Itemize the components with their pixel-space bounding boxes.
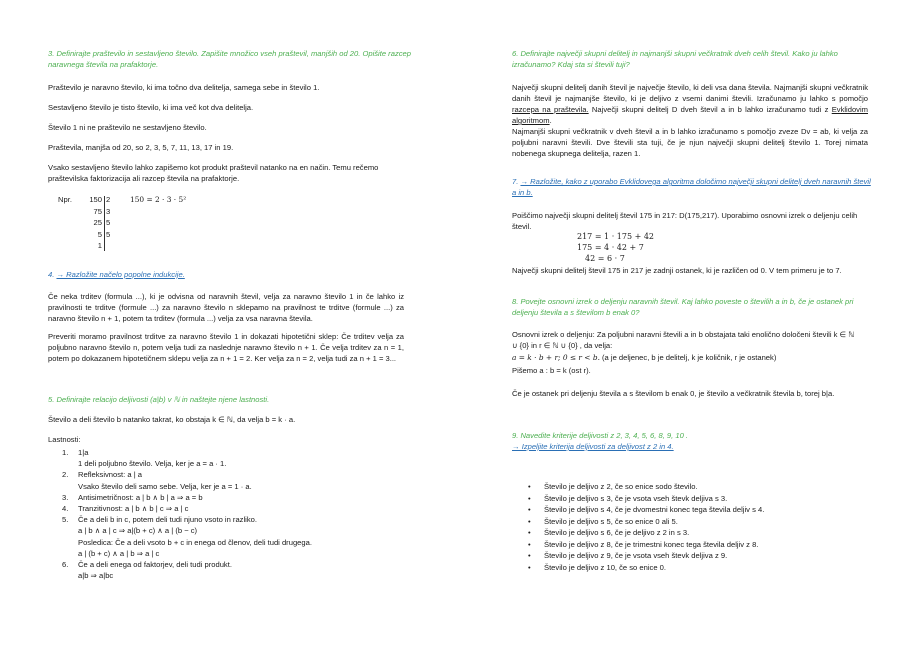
prime-factorization-table <box>58 194 238 256</box>
property-line: Posledica: Če a deli vsoto b + c in enega od členov, deli tudi drugega. <box>78 537 312 547</box>
question-5-title: 5. Definirajte relacijo deljivosti (a|b) v ℕ in naštejte njene lastnosti. <box>48 395 270 404</box>
property-line: 1|a <box>78 448 89 457</box>
bullet-icon: • <box>528 551 531 560</box>
property-number: 2. <box>62 470 69 480</box>
property-number: 3. <box>62 492 69 502</box>
question-6-title: 6. Definirajte največji skupni delitelj in najmanjši skupni večkratnik dveh celih števil. Kako ju lahko izračunamo? Kdaj sta si števili tuji? <box>512 49 838 69</box>
division-theorem-legend: (a je deljenec, b je delitelj, k je količnik, r je ostanek) <box>599 353 777 362</box>
criterion-item <box>526 493 866 505</box>
q6-text: Največji skupni delitelj D dveh števil a in b lahko izračunamo tudi z <box>588 105 832 114</box>
question-8-title: 8. Povejte osnovni izrek o deljenju naravnih števil. Kaj lahko poveste o številih a in b, če je ostanek pri deljenju števila a s številom b enak 0? <box>512 297 854 317</box>
euclid-equation: 175 = 4 · 42 + 7 <box>577 243 644 252</box>
q6-paragraph-1 <box>512 82 868 126</box>
q6-text: . <box>549 116 552 125</box>
q4-paragraph-1: Če neka trditev (formula ...), ki je odvisna od naravnih števil, velja za naravno število 1 in če lahko iz pravilnosti te trditve (formule ...) za naravno število n sklepamo na pravilnost te trditve (formule ...) za naravno število n + 1, potem ta trditev (formula ...) velja za vsa naravna števila. <box>48 292 404 323</box>
question-9-subtitle <box>512 441 872 452</box>
bullet-icon: • <box>528 493 531 503</box>
q8-paragraph-3: Pišemo a : b = k (ost r). <box>512 366 591 375</box>
property-number: 4. <box>62 504 69 514</box>
property-line: a | b ∧ a | c ⇒ a|(b + c) ∧ a | (b − c) <box>78 526 198 536</box>
factor-divisor: 5 <box>106 229 111 239</box>
bullet-icon: • <box>528 505 531 514</box>
criterion-text: Število je deljivo s 6, če je deljivo z 2 in s 3. <box>544 528 690 537</box>
factor-number: 5 <box>97 229 102 239</box>
factor-divisor: 5 <box>106 218 111 227</box>
q4-paragraph-2: Preveriti moramo pravilnost trditve za naravno število 1 in dokazati hipotetični sklep: Če trditev velja za poljubno naravno število n, potem velja tudi za naslednje naravno število n + 1. Če velja trditev za n = 1, potem po dokazanem hipotetičnem sklepu velja za n + 1 = 2. Ker velja za n = 2, velja tudi za n + 1 = 3... <box>48 332 404 363</box>
property-number: 1. <box>62 448 69 457</box>
q8-paragraph-4: Če je ostanek pri deljenju števila a s številom b enak 0, je število a večkratnik števila b, torej b|a. <box>512 389 835 398</box>
criterion-item <box>526 516 866 528</box>
q3-paragraph-5: Vsako sestavljeno število lahko zapišemo kot produkt praštevil natanko na en način. Temu rečemo praštevilska faktorizacija ali razcep števila na prafaktorje. <box>48 163 379 183</box>
criterion-item <box>526 550 866 562</box>
question-7-title <box>512 176 872 198</box>
property-line: 1 deli poljubno število. Velja, ker je a = a · 1. <box>78 459 227 469</box>
q7-paragraph-1: Poiščimo največji skupni delitelj števil 175 in 217: D(175,217). Uporabimo osnovni izrek o deljenju celih števil. <box>512 211 858 231</box>
factor-result-equation: 150 = 2 · 3 · 5² <box>130 195 187 204</box>
bullet-icon: • <box>528 516 531 526</box>
property-number: 5. <box>62 515 69 525</box>
question-9-link[interactable]: → Izpeljite kriterija deljivosti za deljivost z 2 in 4. <box>512 442 674 451</box>
q3-paragraph-3: Število 1 ni ne praštevilo ne sestavljeno število. <box>48 123 207 132</box>
divisibility-criteria-list <box>526 481 866 573</box>
property-item <box>62 503 402 514</box>
property-item <box>62 514 402 559</box>
bullet-icon: • <box>528 539 531 549</box>
property-line: Tranzitivnost: a | b ∧ b | c ⇒ a | c <box>78 504 189 514</box>
criterion-item <box>526 504 866 516</box>
bullet-icon: • <box>528 528 531 537</box>
factor-example-label: Npr. <box>58 195 72 204</box>
factor-number: 150 <box>89 195 102 204</box>
criterion-text: Število je deljivo z 10, če so enice 0. <box>544 562 666 572</box>
factor-number: 1 <box>97 241 102 250</box>
question-7-link[interactable]: → Razložite, kako z uporabo Evklidovega algoritma določimo največji skupni delitelj dveh naravnih števil a in b. <box>512 177 871 197</box>
property-item <box>62 492 402 503</box>
q8-paragraph-1: Osnovni izrek o deljenju: Za poljubni naravni števili a in b obstajata taki enolično določeni števili k ∈ ℕ ∪ {0} in r ∈ ℕ ∪ {0} , da velja: <box>512 330 855 350</box>
question-4-number: 4. <box>48 270 55 279</box>
criterion-item <box>526 481 866 493</box>
property-line: Vsako število deli samo sebe. Velja, ker je a = 1 · a. <box>78 481 252 491</box>
left-page <box>0 0 459 652</box>
question-9-title: 9. Navedite kriterije deljivosti z 2, 3, 4, 5, 6, 8, 9, 10 . <box>512 431 689 440</box>
euclidean-algorithm-link[interactable]: Evklidovim algoritmom <box>512 105 868 125</box>
criterion-text: Število je deljivo z 8, če je trimestni konec tega števila deljiv z 8. <box>544 539 759 549</box>
q3-paragraph-1: Praštevilo je naravno število, ki ima točno dva delitelja, samega sebe in število 1. <box>48 83 320 92</box>
criterion-item <box>526 527 866 539</box>
division-theorem-formula: a = k · b + r; 0 ≤ r < b. <box>512 353 600 362</box>
q6-text: Največji skupni delitelj danih števil je največje število, ki deli vsa dana števila. Najmanjši skupni večkratnik danih števil je najmanjše število, ki je deljivo z vsemi danimi števili. Izračunamo ju lahko s pomočjo <box>512 83 868 103</box>
criterion-text: Število je deljivo s 3, če je vsota vseh števk deljiva s 3. <box>544 493 728 503</box>
criterion-text: Število je deljivo s 5, če so enice 0 ali 5. <box>544 516 678 526</box>
property-line: Če a deli enega od faktorjev, deli tudi produkt. <box>78 560 232 570</box>
q5-paragraph-1: Število a deli število b natanko takrat, ko obstaja k ∈ ℕ, da velja b = k · a. <box>48 415 296 424</box>
factor-divisor: 3 <box>106 206 111 216</box>
question-3-title: 3. Definirajte praštevilo in sestavljeno število. Zapišite množico vseh praštevil, manjših od 20. Opišite razcep naravnega števila na prafaktorje. <box>48 49 411 69</box>
criterion-item <box>526 562 866 574</box>
properties-label: Lastnosti: <box>48 435 81 444</box>
criterion-text: Število je deljivo s 4, če je dvomestni konec tega števila deljiv s 4. <box>544 505 765 514</box>
question-7-number: 7. <box>512 177 519 186</box>
property-line: a|b ⇒ a|bc <box>78 571 114 581</box>
bullet-icon: • <box>528 482 531 491</box>
criterion-item <box>526 539 866 551</box>
q8-paragraph-2 <box>512 352 892 363</box>
question-4-title <box>48 269 428 280</box>
factor-number: 25 <box>93 218 102 227</box>
q6-paragraph-2: Najmanjši skupni večkratnik v dveh števil a in b lahko izračunamo s pomočjo zveze Dv = ab, ki velja za poljubni naravni števili. Dve števili sta tuji, če je njun največji skupni delitelj število 1. Torej nimata nobenega skupnega delitelja, razen 1. <box>512 127 868 158</box>
euclid-equation: 42 = 6 · 7 <box>585 254 625 263</box>
question-4-link[interactable]: → Razložite načelo popolne indukcije. <box>56 270 185 279</box>
q7-paragraph-2: Največji skupni delitelj števil 175 in 217 je zadnji ostanek, ki je različen od 0. V tem primeru je to 7. <box>512 266 842 275</box>
euclid-equation: 217 = 1 · 175 + 42 <box>577 232 655 241</box>
property-line: Refleksivnost: a | a <box>78 470 143 480</box>
criterion-text: Število je deljivo z 2, če so enice sodo število. <box>544 482 698 491</box>
right-page <box>460 0 919 652</box>
property-item <box>62 469 402 491</box>
property-line: Če a deli b in c, potem deli tudi njuno vsoto in razliko. <box>78 515 257 525</box>
property-number: 6. <box>62 560 69 570</box>
q3-paragraph-2: Sestavljeno število je tisto število, ki ima več kot dva delitelja. <box>48 103 254 112</box>
property-line: Antisimetričnost: a | b ∧ b | a ⇒ a = b <box>78 492 203 502</box>
factor-divisor: 2 <box>106 195 111 204</box>
divisibility-properties-list <box>62 447 402 581</box>
factor-number: 75 <box>93 206 102 216</box>
criterion-text: Število je deljivo z 9, če je vsota vseh števk deljiva z 9. <box>544 551 728 560</box>
factor-divider-line <box>104 196 105 251</box>
prime-factorization-link[interactable]: razcepa na praštevila. <box>512 105 589 114</box>
q3-paragraph-4: Praštevila, manjša od 20, so 2, 3, 5, 7, 11, 13, 17 in 19. <box>48 143 234 152</box>
bullet-icon: • <box>528 562 531 572</box>
property-line: a | (b + c) ∧ a | b ⇒ a | c <box>78 548 160 558</box>
property-item <box>62 559 402 581</box>
property-item <box>62 447 402 469</box>
